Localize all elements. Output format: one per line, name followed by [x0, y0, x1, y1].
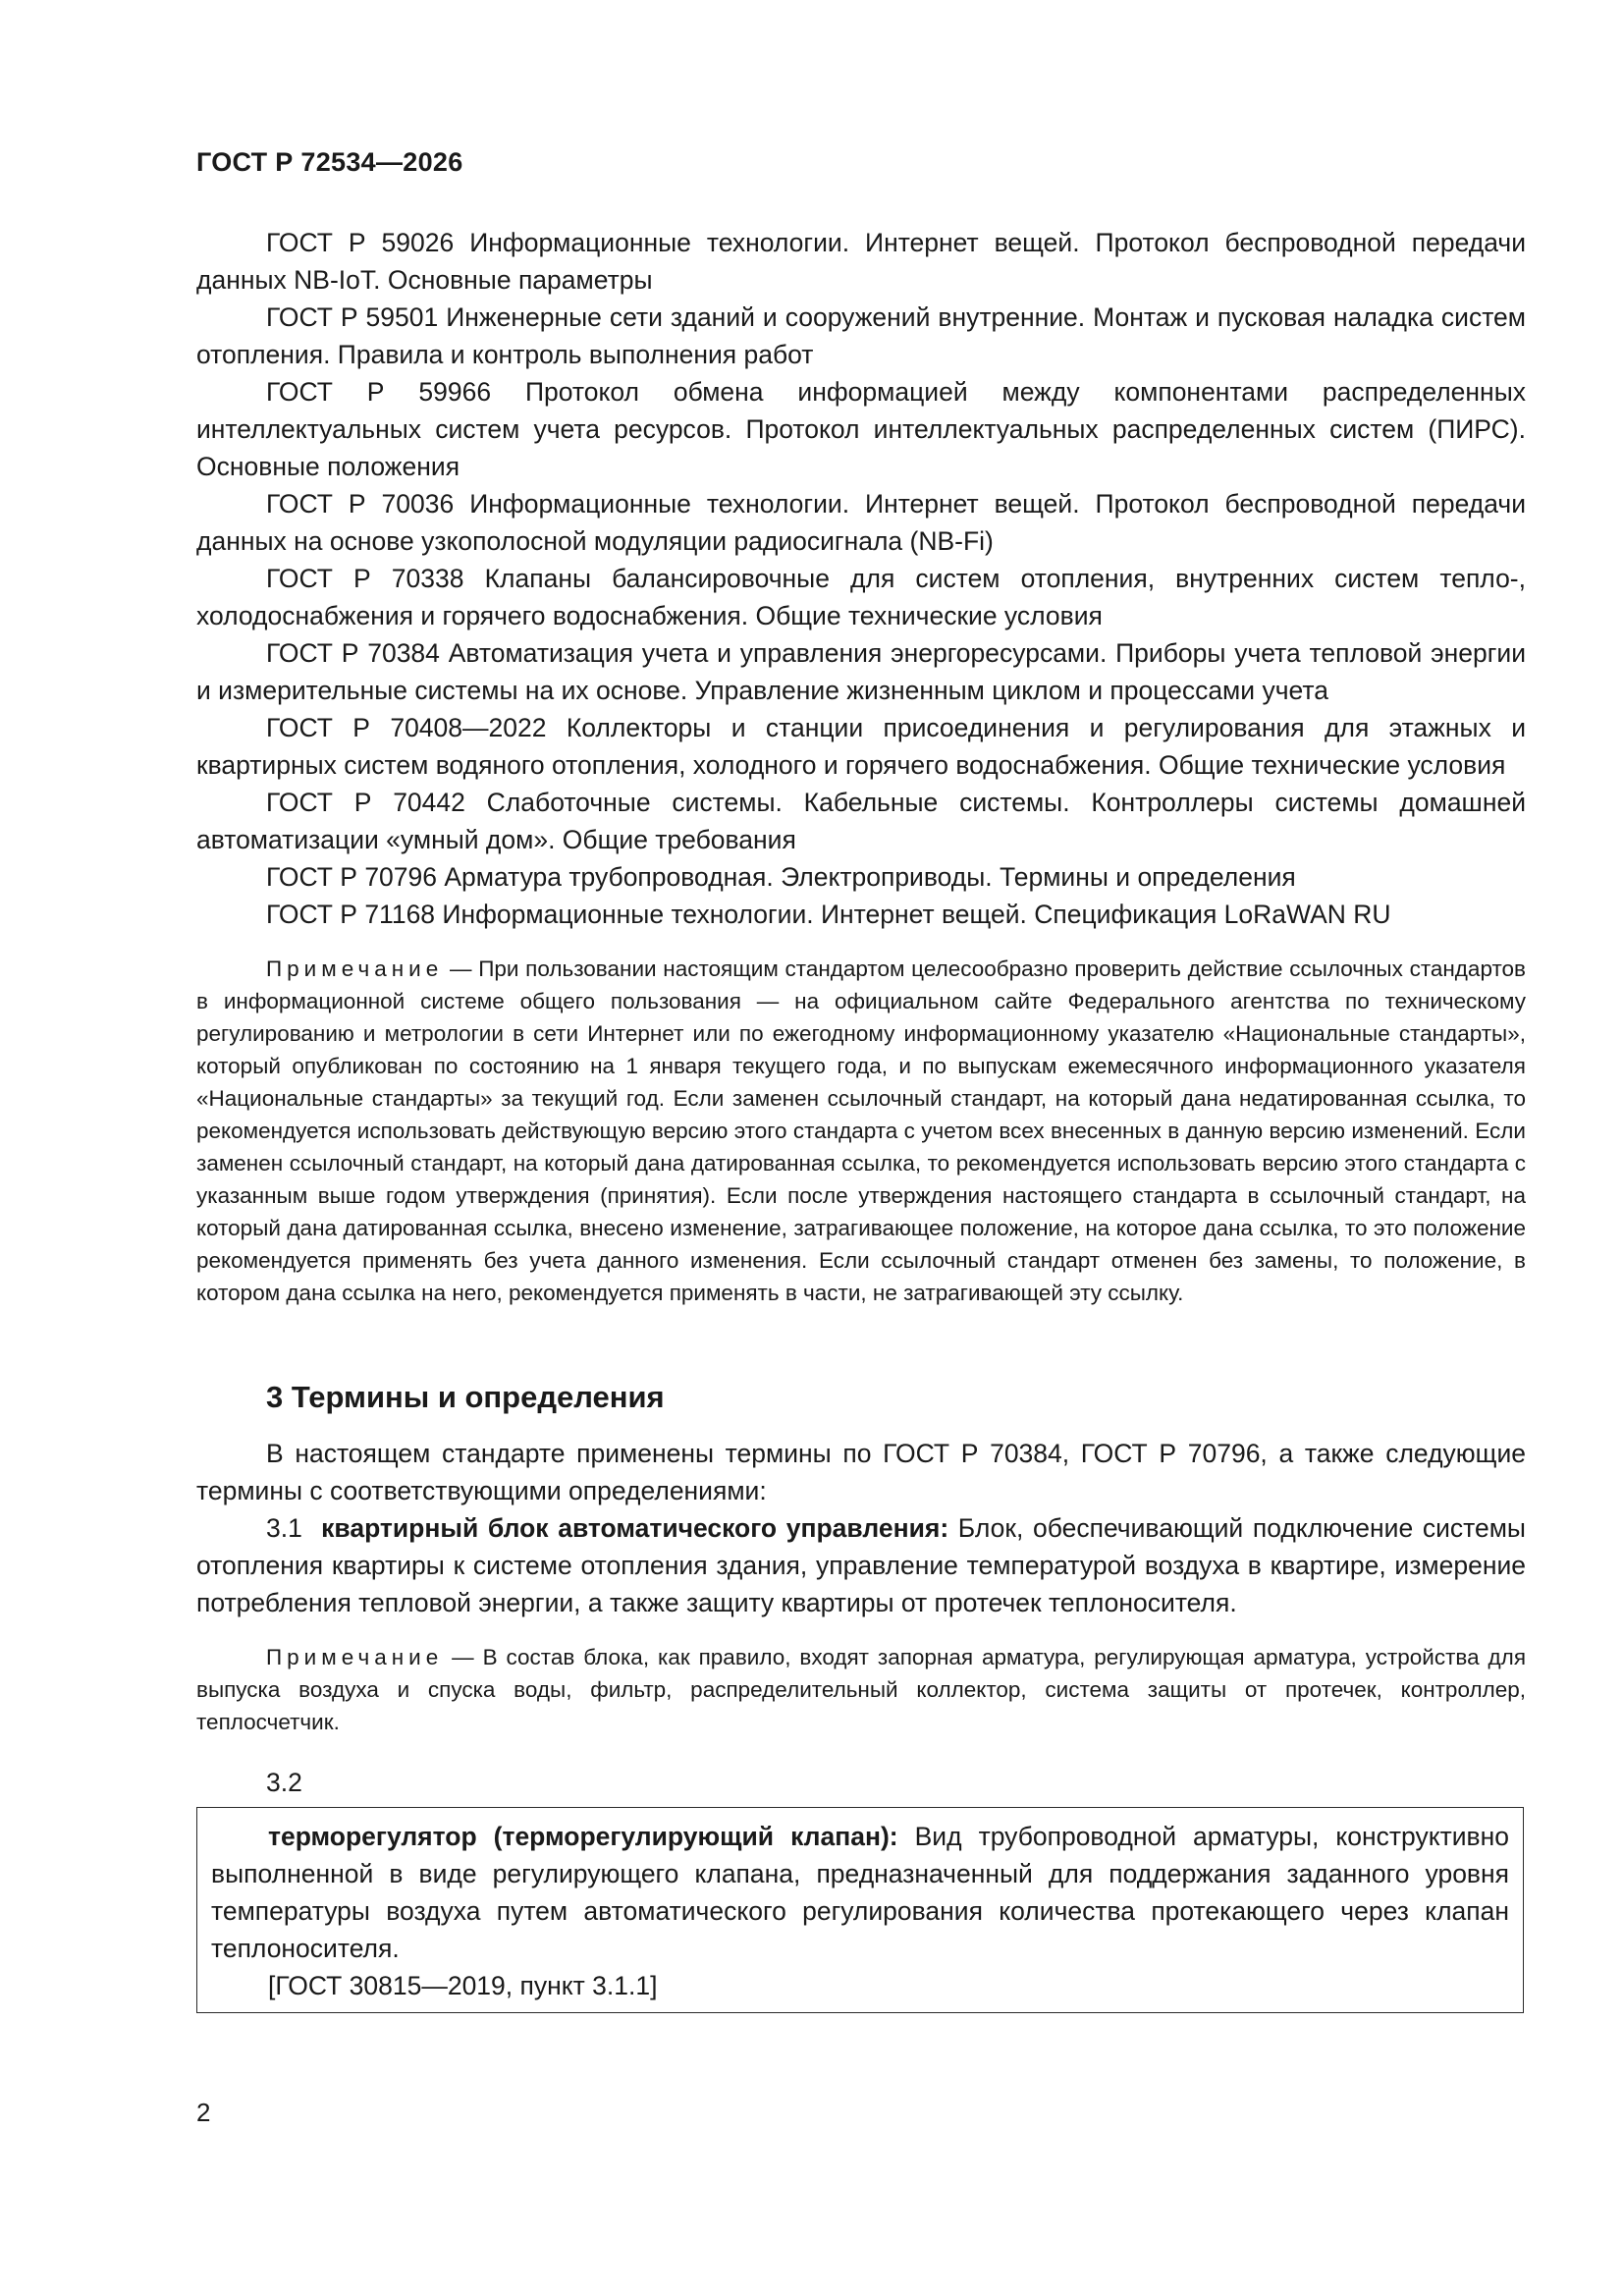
term-number: 3.1 [266, 1513, 302, 1543]
reference-item: ГОСТ Р 70036 Информационные технологии. Интернет вещей. Протокол беспроводной передачи данных на основе узкополосной модуляции радиосигнала (NB-Fi) [196, 489, 1526, 556]
term-number: 3.2 [266, 1768, 302, 1797]
note-label: Примечание [266, 1645, 444, 1669]
note-label: Примечание [266, 957, 444, 981]
reference-item: ГОСТ Р 59026 Информационные технологии. Интернет вещей. Протокол беспроводной передачи данных NB-IoT. Основные параметры [196, 228, 1526, 295]
section-heading: 3 Термины и определения [266, 1380, 665, 1414]
term-name: терморегулятор (терморегулирующий клапан): [268, 1822, 898, 1851]
term-3-1 [196, 1509, 1526, 1621]
reference-item: ГОСТ Р 59966 Протокол обмена информацией между компонентами распределенных интеллектуальных систем учета ресурсов. Протокол интеллектуальных распределенных систем (ПИРС). Основные положения [196, 377, 1526, 481]
quoted-term-box [196, 1807, 1524, 2013]
reference-item: ГОСТ Р 71168 Информационные технологии. Интернет вещей. Спецификация LoRaWAN RU [266, 900, 1391, 929]
note-text: — При пользовании настоящим стандартом целесообразно проверить действие ссылочных стандартов в информационной системе общего пользования — на официальном сайте Федерального агентства по техническому регулированию и метрологии в сети Интернет или по ежегодному информационному указателю «Национальные стандарты», который опубликован по состоянию на 1 января текущего года, и по выпускам ежемесячного информационного указателя «Национальные стандарты» за текущий год. Если заменен ссылочный стандарт, на который дана недатированная ссылка, то рекомендуется использовать действующую версию этого стандарта с учетом всех внесенных в данную версию изменений. Если заменен ссылочный стандарт, на который дана датированная ссылка, то рекомендуется использовать версию этого стандарта с указанным выше годом утверждения (принятия). Если после утверждения настоящего стандарта в ссылочный стандарт, на который дана датированная ссылка, внесено изменение, затрагивающее положение, на которое дана ссылка, то это положение рекомендуется применять без учета данного изменения. Если ссылочный стандарт отменен без замены, то положение, в котором дана ссылка на него, рекомендуется применять в части, не затрагивающей эту ссылку. [196, 957, 1526, 1305]
reference-item: ГОСТ Р 70408—2022 Коллекторы и станции присоединения и регулирования для этажных и квартирных систем водяного отопления, холодного и горячего водоснабжения. Общие технические условия [196, 713, 1526, 780]
term-3-2 [211, 1818, 1509, 1967]
term-source: [ГОСТ 30815—2019, пункт 3.1.1] [268, 1971, 658, 2000]
term-definition: Блок, обеспечивающий подключение системы отопления квартиры к системе отопления здания, управление температурой воздуха в квартире, измерение потребления тепловой энергии, а также защиту квартиры от протечек теплоносителя. [196, 1513, 1526, 1617]
term-definition: Вид трубопроводной арматуры, конструктивно выполненной в виде регулирующего клапана, предназначенный для поддержания заданного уровня температуры воздуха путем автоматического регулирования количества протекающего через клапан теплоносителя. [211, 1822, 1510, 1963]
section-body [196, 1435, 1526, 1621]
term-name: квартирный блок автоматического управления: [321, 1513, 949, 1543]
page-content [196, 224, 1526, 2013]
page-number: 2 [196, 2098, 211, 2127]
reference-item: ГОСТ Р 70384 Автоматизация учета и управления энергоресурсами. Приборы учета тепловой энергии и измерительные системы на их основе. Управление жизненным циклом и процессами учета [196, 638, 1526, 705]
section-intro: В настоящем стандарте применены термины по ГОСТ Р 70384, ГОСТ Р 70796, а также следующие термины с соответствующими определениями: [196, 1439, 1526, 1505]
document-code-header: ГОСТ Р 72534—2026 [196, 147, 463, 177]
reference-item: ГОСТ Р 59501 Инженерные сети зданий и сооружений внутренние. Монтаж и пусковая наладка систем отопления. Правила и контроль выполнения работ [196, 302, 1526, 369]
term-note [196, 1641, 1526, 1738]
reference-item: ГОСТ Р 70796 Арматура трубопроводная. Электроприводы. Термины и определения [266, 862, 1296, 892]
reference-item: ГОСТ Р 70338 Клапаны балансировочные для систем отопления, внутренних систем тепло-, холодоснабжения и горячего водоснабжения. Общие технические условия [196, 564, 1526, 630]
reference-note [196, 953, 1526, 1309]
reference-item: ГОСТ Р 70442 Слаботочные системы. Кабельные системы. Контроллеры системы домашней автоматизации «умный дом». Общие требования [196, 788, 1526, 854]
normative-references-list [196, 224, 1526, 933]
note-text: — В состав блока, как правило, входят запорная арматура, регулирующая арматура, устройства для выпуска воздуха и спуска воды, фильтр, распределительный коллектор, система защиты от протечек, контроллер, теплосчетчик. [196, 1645, 1526, 1734]
